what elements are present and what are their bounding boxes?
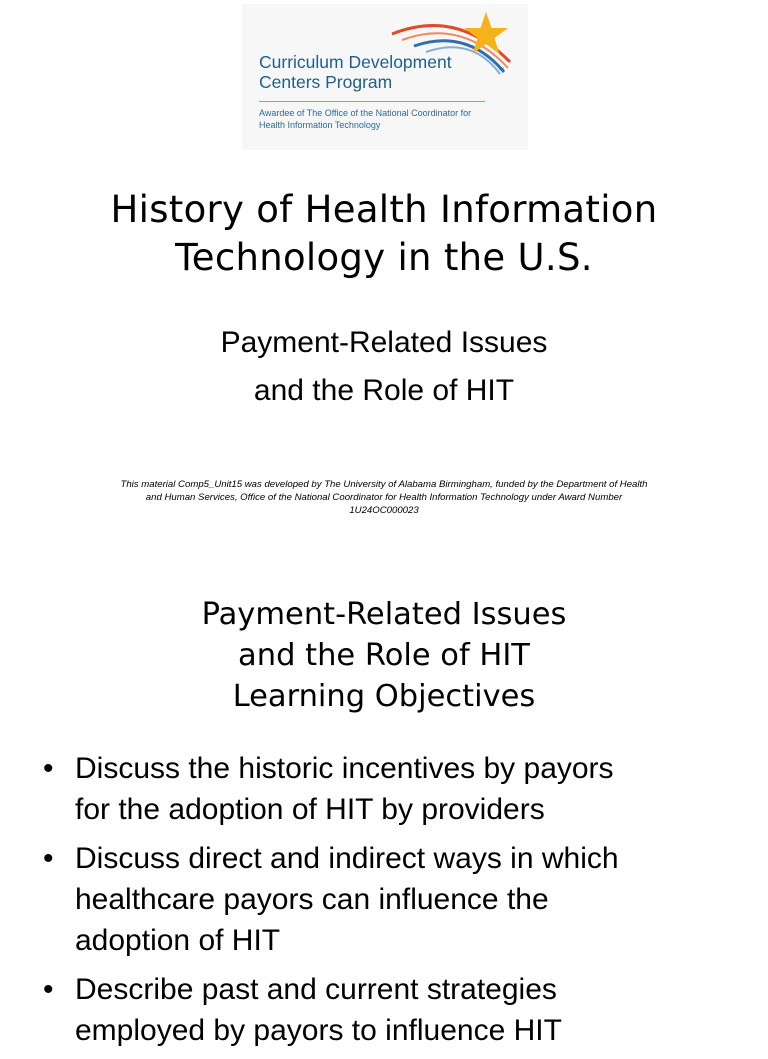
list-item-line: healthcare payors can influence the bbox=[75, 883, 549, 916]
logo-title-line-2: Centers Program bbox=[259, 72, 393, 92]
logo-award-line-2: Health Information Technology bbox=[259, 120, 381, 130]
slide-subtitle-line: Payment-Related Issues bbox=[220, 326, 548, 359]
slide-title-line: Technology in the U.S. bbox=[175, 236, 593, 279]
funding-credit-note bbox=[60, 478, 708, 517]
objectives-heading-line: Learning Objectives bbox=[232, 679, 536, 714]
credit-line: and Human Services, Office of the National Coordinator for Health Information Technology under Award Number bbox=[145, 492, 623, 503]
objectives-heading bbox=[0, 594, 768, 717]
list-item-line: Describe past and current strategies bbox=[75, 973, 557, 1006]
list-item-line: for the adoption of HIT by providers bbox=[75, 793, 545, 826]
slide-title bbox=[0, 186, 768, 282]
list-item bbox=[0, 838, 768, 961]
objectives-list bbox=[0, 748, 768, 1059]
bullet-icon: • bbox=[43, 973, 54, 1006]
objectives-heading-line: Payment-Related Issues bbox=[201, 597, 567, 632]
slide-subtitle-line: and the Role of HIT bbox=[253, 374, 515, 407]
list-item-line: Discuss the historic incentives by payors bbox=[75, 752, 614, 785]
list-item-line: employed by payors to influence HIT bbox=[75, 1014, 562, 1047]
trademark-mark: TM bbox=[498, 66, 504, 71]
list-item bbox=[0, 748, 768, 830]
cdc-program-logo bbox=[242, 4, 528, 150]
bullet-icon: • bbox=[43, 752, 54, 785]
list-item-line: Discuss direct and indirect ways in which bbox=[75, 842, 619, 875]
objectives-heading-line: and the Role of HIT bbox=[238, 638, 530, 673]
list-item-line: adoption of HIT bbox=[75, 924, 281, 957]
slide-title-line: History of Health Information bbox=[110, 188, 658, 231]
logo-title-line-1: Curriculum Development bbox=[259, 52, 452, 72]
credit-line: This material Comp5_Unit15 was developed by The University of Alabama Birmingham, funded by the Department of Health bbox=[120, 479, 648, 490]
credit-line: 1U24OC000023 bbox=[349, 505, 419, 516]
logo-divider bbox=[259, 101, 485, 102]
list-item bbox=[0, 969, 768, 1051]
slide-subtitle bbox=[0, 319, 768, 415]
bullet-icon: • bbox=[43, 842, 54, 875]
logo-award-line-1: Awardee of The Office of the National Coordinator for bbox=[259, 108, 472, 118]
